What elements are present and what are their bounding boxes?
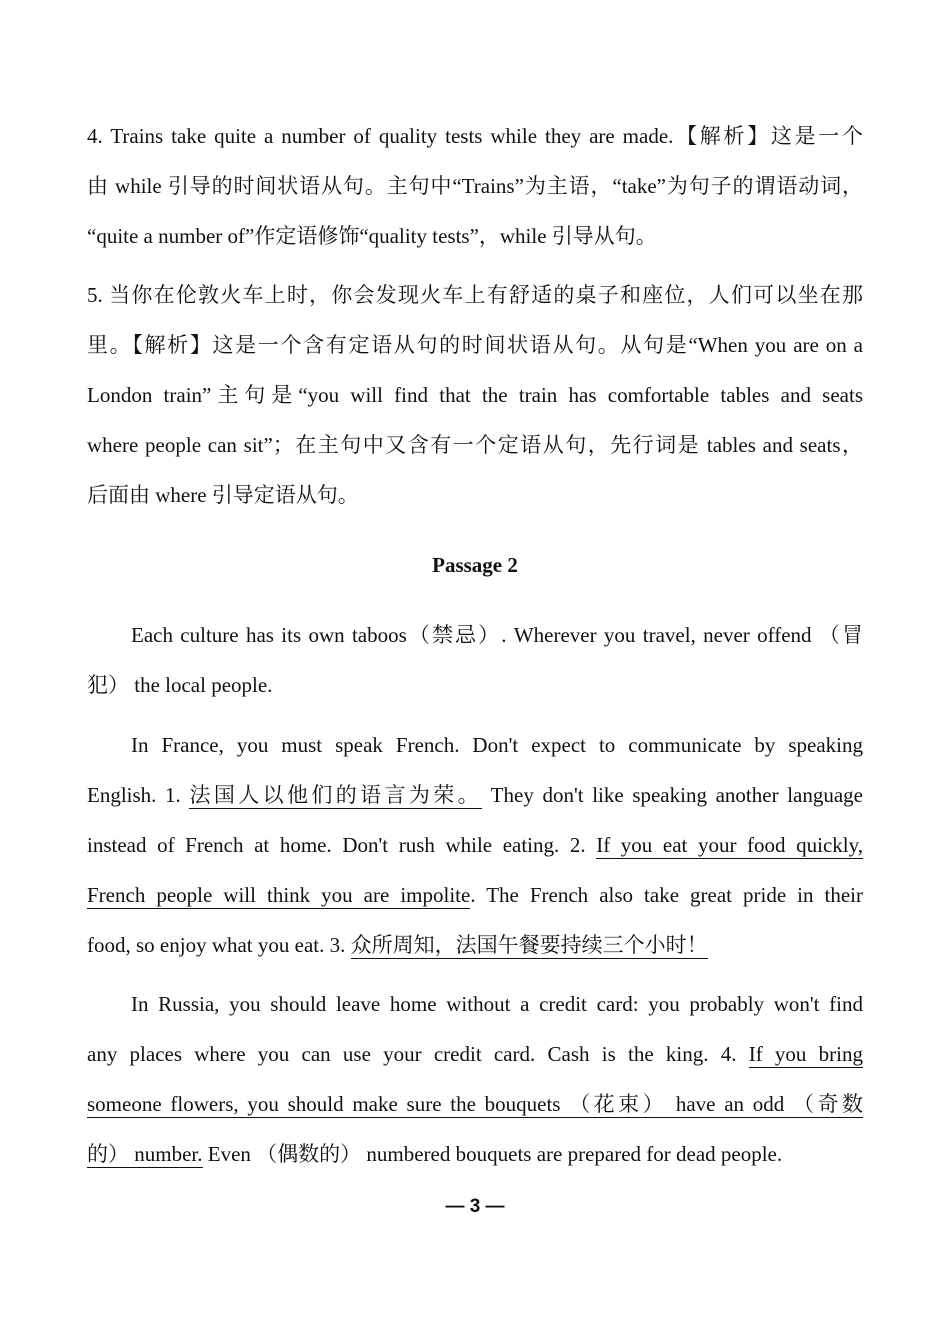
answer-5-line-3: London train”主句是“you will find that the train has comfortable tables and seats: [87, 383, 863, 407]
paragraph-3-text: Even （偶数的） numbered bouquets are prepared for dead people.: [202, 1142, 783, 1166]
paragraph-3-text: any places where you can use your credit card. Cash is the king. 4.: [87, 1042, 749, 1066]
paragraph-2-line-4: [87, 881, 863, 909]
passage-title: Passage 2: [432, 553, 518, 577]
answer-blank-2-part-1: If you eat your food quickly,: [596, 833, 863, 857]
paragraph-2-text: . The French also take great pride in their: [470, 883, 863, 907]
answer-blank-4-part-2: someone flowers, you should make sure the bouquets （花束） have an odd （奇数: [87, 1092, 863, 1116]
answer-4-line-1: 4. Trains take quite a number of quality tests while they are made.【解析】这是一个: [87, 124, 863, 148]
answer-5-line-1: 5. 当你在伦敦火车上时，你会发现火车上有舒适的桌子和座位，人们可以坐在那: [87, 283, 863, 307]
answer-4-line-2: 由 while 引导的时间状语从句。主句中“Trains”为主语，“take”为句子的谓语动词，: [87, 174, 863, 198]
answer-blank-4-part-1: If you bring: [748, 1042, 863, 1066]
paragraph-2-line-3: [87, 831, 863, 859]
paragraph-2-text: English. 1.: [87, 783, 190, 807]
paragraph-3-line-2: [87, 1040, 863, 1068]
paragraph-3-line-4: [87, 1140, 863, 1168]
answer-4-line-3: “quite a number of”作定语修饰“quality tests”，while 引导从句。: [87, 224, 657, 248]
paragraph-3-line-1: In Russia, you should leave home without a credit card: you probably won't find: [131, 992, 863, 1016]
answer-5-line-2: 里。【解析】这是一个含有定语从句的时间状语从句。从句是“When you are on a: [87, 333, 863, 357]
answer-blank-1: 法国人以他们的语言为荣。: [189, 783, 483, 807]
answer-blank-2-part-2: French people will think you are impolite: [87, 883, 471, 907]
paragraph-1-line-1: Each culture has its own taboos（禁忌）. Wherever you travel, never offend （冒: [131, 623, 863, 647]
answer-blank-3: 众所周知，法国午餐要持续三个小时！: [350, 933, 708, 957]
answer-5-line-5: 后面由 where 引导定语从句。: [87, 483, 359, 507]
paragraph-3-line-3: [87, 1090, 863, 1118]
answer-blank-4-part-3: 的） number.: [87, 1142, 203, 1166]
paragraph-2-text: They don't like speaking another language: [482, 783, 863, 807]
paragraph-2-text: food, so enjoy what you eat. 3.: [87, 933, 351, 957]
paragraph-2-line-5: [87, 931, 863, 959]
paragraph-2-text: instead of French at home. Don't rush while eating. 2.: [87, 833, 597, 857]
answer-5-line-4: where people can sit”；在主句中又含有一个定语从句，先行词是 tables and seats，: [87, 433, 863, 457]
page-number: — 3 —: [445, 1196, 505, 1217]
paragraph-2-line-2: [87, 781, 863, 809]
paragraph-2-line-1: In France, you must speak French. Don't expect to communicate by speaking: [131, 733, 863, 757]
paragraph-1-line-2: 犯） the local people.: [87, 673, 273, 697]
